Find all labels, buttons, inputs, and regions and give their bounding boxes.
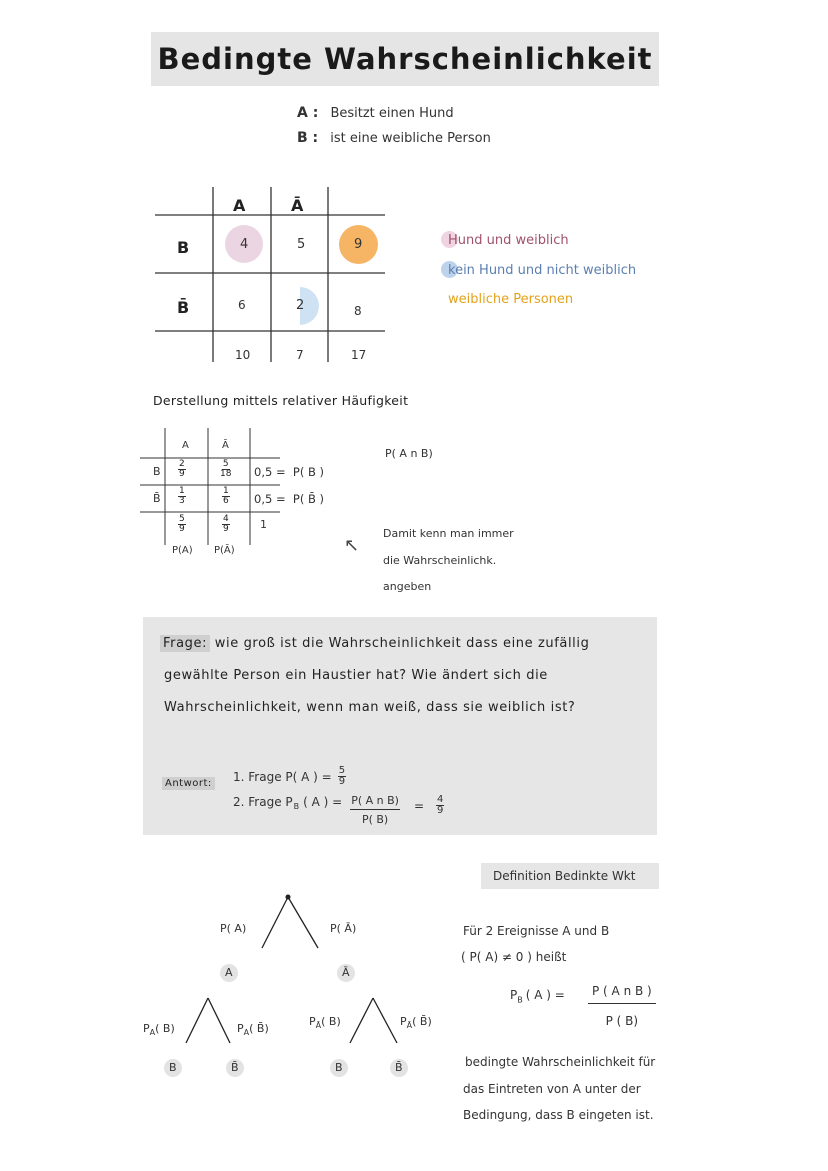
tree-arg: ( B)	[321, 1015, 341, 1028]
answer-2-text: 2. Frage P	[233, 795, 293, 809]
question-line-2: gewählte Person ein Haustier hat? Wie ändert sich die	[164, 668, 548, 683]
t1-col-a: A	[233, 196, 246, 215]
formula-sub: B	[517, 995, 523, 1005]
t2-num: 2	[179, 459, 185, 469]
answer-1-den: 9	[338, 776, 346, 787]
legend-orange: weibliche Personen	[448, 292, 574, 307]
t2-cell	[178, 487, 186, 506]
t1-cell: 4	[240, 237, 249, 252]
tree-p: P	[309, 1015, 316, 1028]
definition-b-key: B :	[297, 130, 319, 146]
p-a-and-b: P( A n B)	[385, 447, 433, 460]
t1-row-b: B	[177, 238, 190, 257]
answer-2-num: P( A n B)	[350, 795, 400, 810]
definition-formula-frac	[588, 984, 656, 1028]
note-line-1: Damit kenn man immer	[383, 527, 514, 540]
t2-den: 3	[179, 496, 185, 506]
t2-coltotal	[178, 515, 186, 534]
definition-box-label: Definition Bedinkte Wkt	[493, 869, 636, 883]
question-line-3: Wahrscheinlichkeit, wenn man weiß, dass sie weiblich ist?	[164, 700, 576, 715]
tree-sub: Ā	[315, 1021, 322, 1031]
formula-mid: ( A ) =	[525, 988, 565, 1002]
t1-total: 10	[235, 348, 251, 362]
t1-cell: 5	[297, 237, 306, 252]
tree-top-left: P( A)	[220, 922, 247, 935]
arrow-icon: ↖	[344, 535, 360, 556]
t2-num: 1	[223, 486, 229, 496]
t1-col-abar: Ā	[291, 196, 304, 215]
t2-col-abar: Ā	[222, 440, 229, 451]
answer-1-text: 1. Frage P( A ) =	[233, 769, 332, 784]
t2-grand-total: 1	[260, 518, 267, 531]
t2-label-pabar: P(Ā)	[214, 545, 235, 556]
tree-leaf-bbar: B̄	[395, 1061, 403, 1074]
tree-sub: A	[149, 1028, 156, 1038]
tree-leaf-bbar: B̄	[231, 1061, 239, 1074]
t2-den: 9	[179, 469, 185, 479]
definition-a-text: Besitzt einen Hund	[330, 106, 454, 121]
answer-2-den2: 9	[437, 805, 444, 816]
t2-num: 1	[179, 486, 185, 496]
tree-p: P	[400, 1015, 407, 1028]
tree-r-left	[309, 1015, 341, 1030]
definition-line-1: Für 2 Ereignisse A und B	[463, 924, 610, 938]
t2-num: 5	[222, 459, 229, 469]
answer-1-num: 5	[338, 765, 346, 776]
t2-cell	[220, 460, 231, 479]
formula-p: P	[510, 988, 518, 1002]
definition-text-1: bedingte Wahrscheinlichkeit für	[465, 1055, 656, 1069]
page-title: Bedingte Wahrscheinlichkeit	[157, 42, 653, 76]
tree-arg: ( B̄)	[249, 1022, 269, 1035]
t1-row-bbar: B̄	[177, 298, 190, 317]
note-line-2: die Wahrscheinlichk.	[383, 554, 497, 567]
tree-node-a: A	[225, 966, 233, 979]
t2-num: 5	[179, 514, 185, 524]
answer-2-eq: =	[413, 799, 425, 813]
t1-total: 7	[296, 348, 304, 362]
tree-sub: Ā	[406, 1021, 413, 1031]
question-line-1	[160, 636, 589, 651]
t2-num: 4	[223, 514, 229, 524]
relative-heading: Derstellung mittels relativer Häufigkeit	[153, 393, 409, 408]
tree-arg: ( B̄)	[412, 1015, 432, 1028]
tree-l-left	[143, 1022, 175, 1037]
t1-cell: 6	[238, 298, 246, 312]
t1-cell: 9	[354, 237, 363, 252]
answer-2-sub: B	[293, 802, 300, 811]
tree-node-abar: Ā	[342, 966, 350, 979]
definition-b-text: ist eine weibliche Person	[330, 131, 491, 146]
t2-col-a: A	[182, 440, 189, 451]
t2-cell	[222, 487, 230, 506]
tree-sub: A	[243, 1028, 250, 1038]
formula-num: P ( A n B )	[588, 984, 656, 1004]
definition-formula-left	[510, 988, 565, 1004]
t2-row-b: B	[153, 465, 161, 478]
answer-tag-wrap	[162, 771, 215, 790]
t2-cell	[178, 460, 186, 479]
t2-label-pa: P(A)	[172, 545, 193, 556]
definition-line-2: ( P( A) ≠ 0 ) heißt	[461, 950, 567, 964]
t1-cell: 2	[296, 298, 305, 313]
tree-p: P	[237, 1022, 244, 1035]
question-tag: Frage:	[160, 635, 210, 652]
formula-den: P ( B)	[605, 1014, 639, 1028]
definition-a-key: A :	[297, 105, 319, 121]
note-line-3: angeben	[383, 580, 432, 593]
answer-1	[233, 766, 346, 787]
tree-r-right	[400, 1015, 432, 1030]
question-text-1: wie groß ist die Wahrscheinlichkeit dass eine zufällig	[210, 636, 590, 651]
tree-leaf-b: B	[169, 1061, 177, 1074]
definition-text-3: Bedingung, dass B eingeten ist.	[463, 1108, 654, 1122]
t2-den: 9	[179, 524, 185, 534]
t2-den: 6	[223, 496, 229, 506]
answer-2-num2: 4	[437, 794, 444, 805]
answer-2	[233, 795, 444, 825]
tree-top-right: P( Ā)	[330, 922, 357, 935]
legend-pink: Hund und weiblich	[448, 233, 569, 248]
t2-rowtotal-b: 0,5 = P( B )	[254, 465, 324, 479]
t2-den: 9	[223, 524, 229, 534]
legend-blue: kein Hund und nicht weiblich	[448, 263, 637, 278]
t1-cell: 8	[354, 304, 362, 318]
tree-p: P	[143, 1022, 150, 1035]
tree-arg: ( B)	[155, 1022, 175, 1035]
t2-row-bbar: B̄	[153, 492, 161, 505]
tree-l-right	[237, 1022, 269, 1037]
answer-tag: Antwort:	[162, 777, 215, 790]
t2-coltotal	[222, 515, 230, 534]
definition-text-2: das Eintreten von A unter der	[463, 1082, 641, 1096]
answer-2-den: P( B)	[361, 813, 389, 826]
t2-den: 18	[220, 469, 232, 479]
answer-2-mid: ( A ) =	[303, 795, 343, 809]
t1-total: 17	[351, 348, 367, 362]
tree-leaf-b: B	[335, 1061, 343, 1074]
t2-rowtotal-bbar: 0,5 = P( B̄ )	[254, 492, 324, 506]
